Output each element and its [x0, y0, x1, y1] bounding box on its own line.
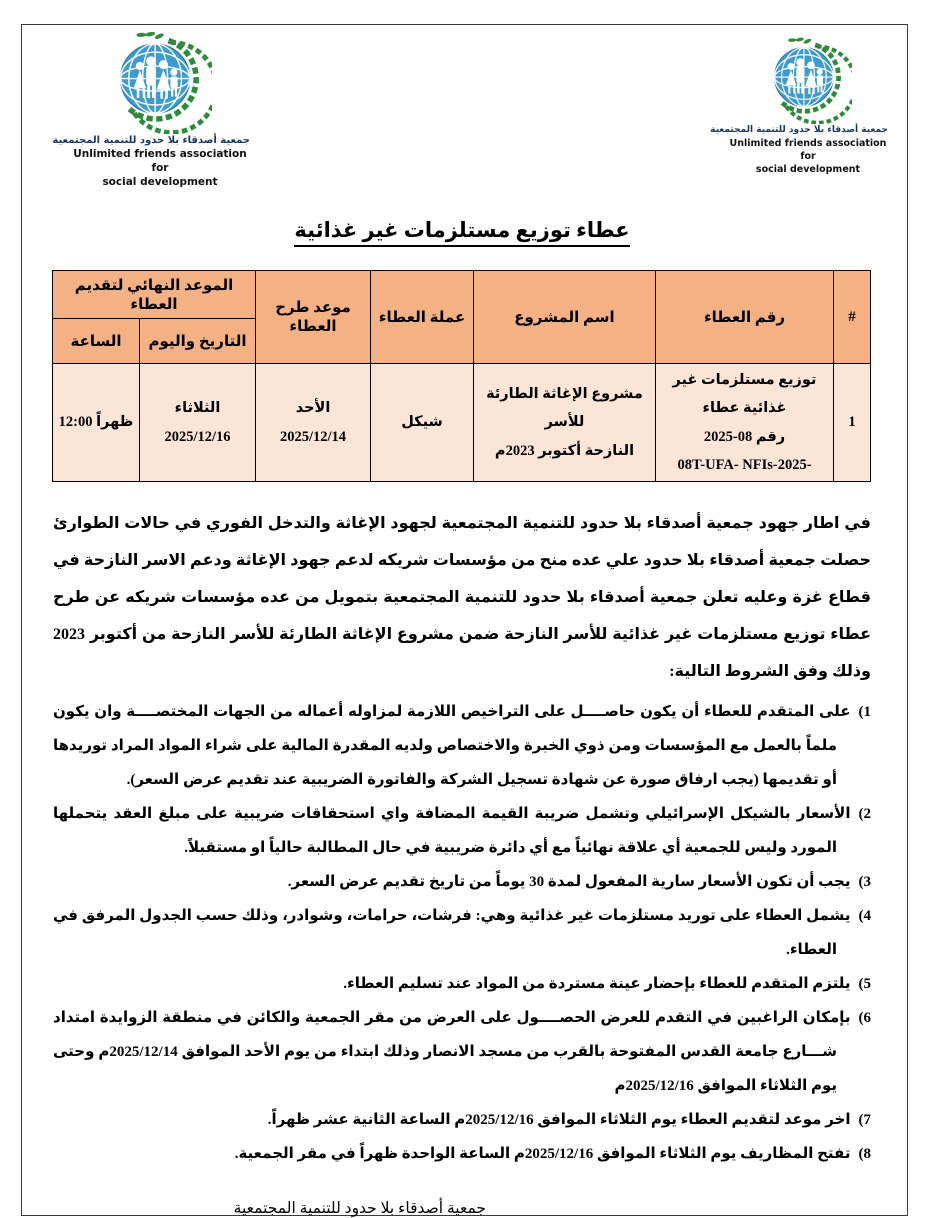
condition-number: 1) [858, 704, 871, 721]
condition-text: يجب أن تكون الأسعار سارية المفعول لمدة 30 يوماً من تاريخ تقديم عرض السعر. [287, 874, 851, 891]
header-num: # [834, 271, 871, 364]
condition-item-4 [53, 899, 871, 967]
condition-item-2 [53, 797, 871, 865]
logo-arabic-name: جمعية أصدقاء بلا حدود للتنمية المجتمعية [710, 125, 888, 135]
condition-number: 6) [858, 1010, 871, 1027]
table-row [53, 364, 871, 482]
table-header-row-1 [53, 271, 871, 319]
cell-deadline-day-date: الثلاثاء 2025/12/16 [140, 364, 256, 482]
condition-number: 7) [858, 1112, 871, 1129]
header-deadline-day-date: التاريخ واليوم [140, 319, 256, 364]
logo-english-name-line2: social development [102, 176, 218, 188]
condition-number: 5) [858, 976, 871, 993]
intro-paragraph: في اطار جهود جمعية أصدقاء بلا حدود للتنمية المجتمعية لجهود الإغاثة والتدخل الفوري في حالات الطوارئ حصلت جمعية أصدقاء بلا حدود علي عده منح من مؤسسات شريكه لدعم جهود الإغاثة ودعم الاسر النازحة في قطاع غزة وعليه تعلن جمعية أصدقاء بلا حدود للتنمية المجتمعية بتمويل من عده مؤسسات شريكه عن طرح عطاء توزيع مستلزمات غير غذائية للأسر النازحة ضمن مشروع الإغاثة الطارئة للأسر النازحة من أكتوبر 2023 وذلك وفق الشروط التالية: [53, 515, 872, 681]
condition-text: تفتح المظاريف يوم الثلاثاء الموافق 2025/12/16م الساعة الواحدة ظهراً في مقر الجمعية. [234, 1146, 851, 1163]
logo-arabic-name: جمعية أصدقاء بلا حدود للتنمية المجتمعية [52, 135, 250, 146]
cell-currency: شيكل [371, 364, 474, 482]
conditions-list [53, 695, 871, 1171]
logo-english-name-line2: social development [755, 164, 861, 175]
tender-table [52, 270, 871, 482]
condition-text: بإمكان الراغبين في التقدم للعرض الحصــــول على العرض من مقر الجمعية والكائن في منطقة الزوايدة امتداد شـــارع جامعة القدس المفتوحة بالقرب من مسجد الانصار وذلك ابتداء من يوم الأحد الموافق 2025/12/14م وحتى يوم الثلاثاء الموافق 2025/12/16م [53, 1010, 851, 1095]
condition-text: يشمل العطاء على توريد مستلزمات غير غذائية وهي: فرشات، حرامات، وشوادر، وذلك حسب الجدول المرفق في العطاء. [53, 908, 851, 959]
condition-number: 2) [858, 806, 871, 823]
condition-item-8 [53, 1137, 871, 1171]
logo-english-name-line1: Unlimited friends association for [729, 138, 887, 162]
condition-number: 4) [858, 908, 871, 925]
logo-english-name-line1: Unlimited friends association for [73, 148, 247, 174]
header-project-name: اسم المشروع [474, 271, 656, 364]
condition-text: على المتقدم للعطاء أن يكون حاصــــل على التراخيص اللازمة لمزاوله أعماله من الجهات المختصــــة وان يكون ملماً بالعمل مع المؤسسات ومن ذوي الخبرة والاختصاص ولديه المقدرة المالية على شراء المواد المراد توريدها أو تقديمها (يجب ارفاق صورة عن شهادة تسجيل الشركة والفاتورة الضريبية عند تقديم عرض السعر). [53, 704, 851, 789]
cell-deadline-hour: 12:00 ظهراً [53, 364, 140, 482]
cell-num: 1 [834, 364, 871, 482]
cell-announce-date: الأحد 2025/12/14 [256, 364, 371, 482]
condition-text: الأسعار بالشيكل الإسرائيلي وتشمل ضريبة القيمة المضافة واي استحقاقات ضريبية على مبلغ العقد يتحملها المورد وليس للجمعية أي علاقة نهائياً مع أي دائرة ضريبية في حال المطالبة حالياً او مستقبلاً. [53, 806, 851, 857]
page-title: عطاء توزيع مستلزمات غير غذائية [53, 218, 871, 243]
header-currency: عملة العطاء [371, 271, 474, 364]
condition-item-7 [53, 1103, 871, 1137]
condition-item-6 [53, 1001, 871, 1103]
header-announce-date: موعد طرح العطاء [256, 271, 371, 364]
header-tender-number: رقم العطاء [656, 271, 834, 364]
condition-item-1 [53, 695, 871, 797]
header-deadline: الموعد النهائي لتقديم العطاء [53, 271, 256, 319]
cell-project-name: مشروع الإغاثة الطارئة للأسر النازحة أكتوبر 2023م [474, 364, 656, 482]
condition-text: يلتزم المتقدم للعطاء بإحضار عينة مستردة من المواد عند تسليم العطاء. [343, 976, 851, 993]
header-deadline-hour: الساعة [53, 319, 140, 364]
condition-item-5 [53, 967, 871, 1001]
condition-number: 8) [858, 1146, 871, 1163]
condition-number: 3) [858, 874, 871, 891]
cell-tender-number: توزيع مستلزمات غير غذائية عطاء رقم 08-2025 08T-UFA- NFIs-2025- [656, 364, 834, 482]
condition-text: اخر موعد لتقديم العطاء يوم الثلاثاء الموافق 2025/12/16م الساعة الثانية عشر ظهراً. [267, 1112, 851, 1129]
condition-item-3 [53, 865, 871, 899]
signature-line: جمعية أصدقاء بلا حدود للتنمية المجتمعية [233, 1200, 486, 1218]
